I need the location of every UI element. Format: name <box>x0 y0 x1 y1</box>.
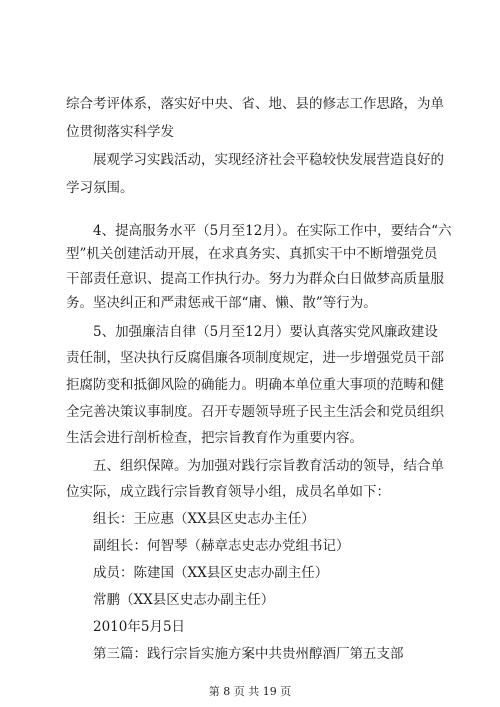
paragraph-line: 展观学习实践活动，实现经济社会平稳较快发展营造良好的 <box>93 152 444 168</box>
paragraph-line: 成员：陈建国（XX县区史志办副主任） <box>93 565 329 581</box>
paragraph-line: 全完善决策议事制度。召开专题领导班子民主生活会和党员组织 <box>66 404 444 420</box>
paragraph-line: 务。坚决纠正和严肃惩戒干部“庸、懒、散”等行为。 <box>66 295 377 311</box>
paragraph-line: 生活会进行剖析检查，把宗旨教育作为重要内容。 <box>66 430 363 446</box>
section-heading: 第三篇：践行宗旨实施方案中共贵州醇酒厂第五支部 <box>93 646 404 662</box>
paragraph-line: 副组长：何智琴（赫章志史志办党组书记） <box>93 538 350 554</box>
paragraph-line: 拒腐防变和抵御风险的确能力。明确本单位重大事项的范畴和健 <box>66 377 444 393</box>
paragraph-line: 位贯彻落实科学发 <box>66 124 174 140</box>
paragraph-line: 五、组织保障。为加强对践行宗旨教育活动的领导，结合单 <box>93 458 444 474</box>
date-line: 2010年5月5日 <box>93 619 186 635</box>
paragraph-line: 责任制，坚决执行反腐倡廉各项制度规定，进一步增强党员干部 <box>66 350 444 366</box>
paragraph-line: 位实际，成立践行宗旨教育领导小组，成员名单如下： <box>66 484 390 500</box>
paragraph-line: 4、提高服务水平（5月至12月）。在实际工作中，要结合“六 <box>93 223 452 239</box>
page-number-footer: 第 8 页 共 19 页 <box>208 685 292 698</box>
paragraph-line: 5、加强廉洁自律（5月至12月）要认真落实党风廉政建设 <box>93 324 438 340</box>
paragraph-line: 综合考评体系，落实好中央、省、地、县的修志工作思路，为单 <box>66 96 444 112</box>
paragraph-line: 学习氛围。 <box>66 180 134 196</box>
paragraph-line: 常鹏（XX县区史志办副主任） <box>93 592 275 608</box>
paragraph-line: 干部责任意识、提高工作执行办。努力为群众白日做梦高质量服 <box>66 271 444 287</box>
paragraph-line: 型”机关创建活动开展，在求真务实、真抓实干中不断增强党员 <box>66 246 438 262</box>
paragraph-line: 组长：王应惠（XX县区史志办主任） <box>93 511 315 527</box>
